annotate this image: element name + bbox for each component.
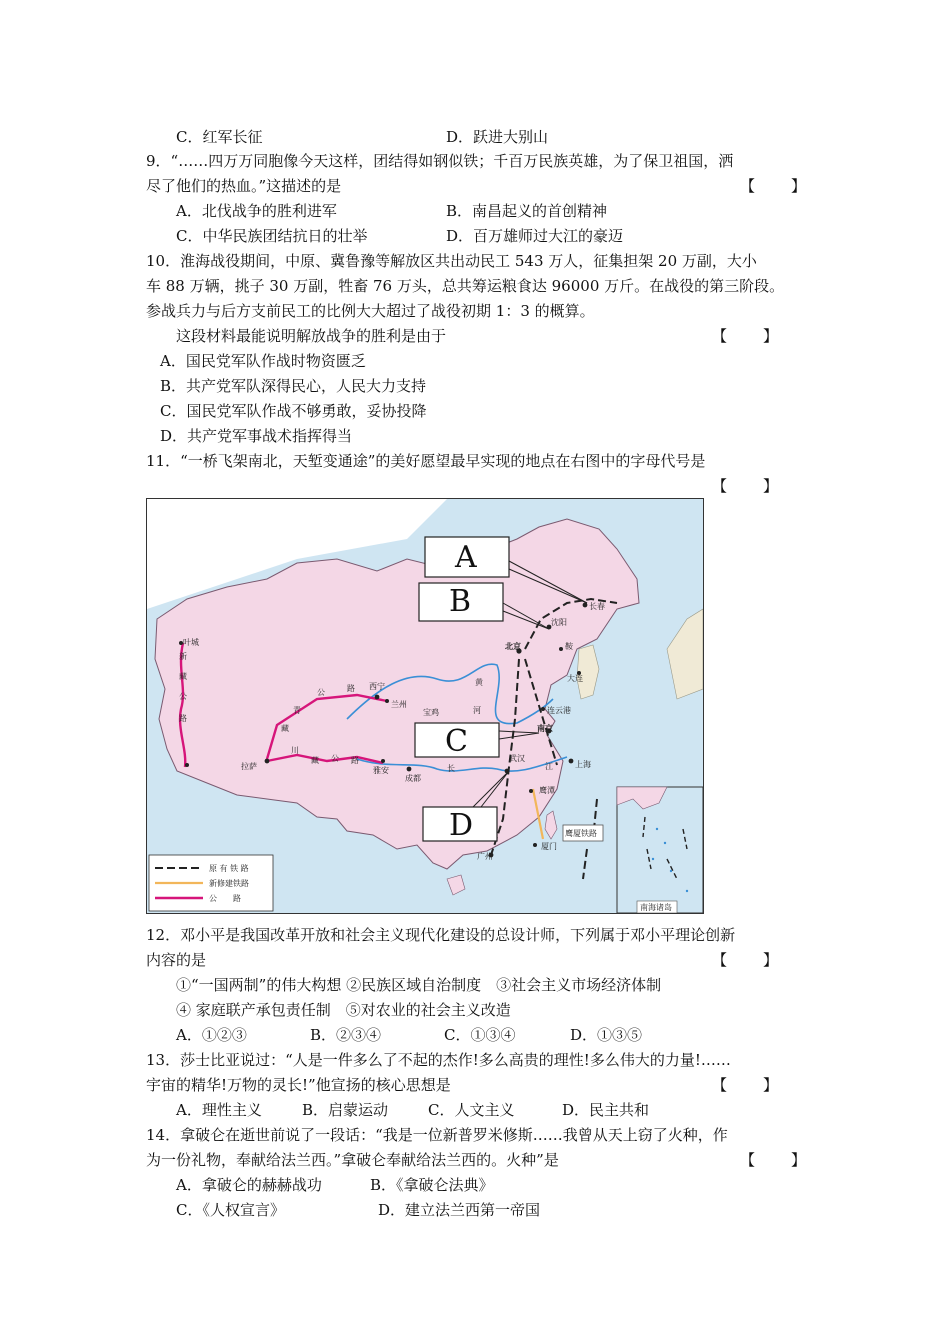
q13-stem-line1: 13．莎士比亚说过：“人是一件多么了不起的杰作!多么高贵的理性!多么伟大的力量!…… <box>146 1051 731 1069</box>
callout-d-label: D <box>449 808 474 843</box>
chuanzang-road-char-3: 公 <box>331 754 339 763</box>
q9-stem-line2: 尽了他们的热血。”这描述的是 <box>146 177 342 195</box>
q8-option-d: D．跃进大别山 <box>446 128 549 146</box>
q9-option-a: A．北伐战争的胜利进军 <box>176 202 337 220</box>
q10-answer-bracket: 【 】 <box>712 327 781 345</box>
q14-stem-line1: 14．拿破仑在逝世前说了一段话：“我是一位新普罗米修斯……我曾从天上窃了火种，作 <box>146 1126 728 1144</box>
city-lasa: 拉萨 <box>241 762 257 771</box>
q13-option-b: B．启蒙运动 <box>302 1101 389 1119</box>
city-shenyang: 沈阳 <box>551 618 567 627</box>
chuanzang-road-char-2: 藏 <box>311 756 319 765</box>
city-guangzhou: 广州 <box>477 852 493 861</box>
qingzang-road-char-3: 公 <box>317 688 325 697</box>
china-transport-map <box>146 498 704 914</box>
city-xining: 西宁 <box>369 682 385 691</box>
yangtze-char-2: 江 <box>545 762 553 771</box>
q12-option-a: A．①②③ <box>176 1026 247 1044</box>
callout-c-label: C <box>445 724 468 759</box>
legend-old-railway: 原 有 铁 路 <box>209 864 249 873</box>
callout-b-label: B <box>449 584 472 619</box>
q10-stem-line2: 车 88 万辆，挑子 30 万副，牲畜 76 万头，总共筹运粮食达 96000 万斤。在战役的第三阶段。 <box>146 277 785 295</box>
q14-answer-bracket: 【 】 <box>740 1151 809 1169</box>
q14-option-a: A．拿破仑的赫赫战功 <box>176 1176 322 1194</box>
q10-option-b: B．共产党军队深得民心，人民大力支持 <box>160 377 427 395</box>
city-dalian: 大连 <box>567 674 583 683</box>
q12-items-line1: ①“一国两制”的伟大构想 ②民族区域自治制度 ③社会主义市场经济体制 <box>176 976 662 994</box>
city-shanghai: 上海 <box>575 760 591 769</box>
q14-option-b: B．《拿破仑法典》 <box>370 1176 494 1194</box>
railway-label: 鹰厦铁路 <box>565 829 597 838</box>
q12-option-c: C．①③④ <box>444 1026 516 1044</box>
q12-answer-bracket: 【 】 <box>712 951 781 969</box>
city-wuhan: 武汉 <box>509 754 525 763</box>
q11-answer-bracket: 【 】 <box>712 477 781 495</box>
q10-stem-line1: 10．淮海战役期间，中原、冀鲁豫等解放区共出动民工 543 万人，征集担架 20 万副，大小 <box>146 252 757 270</box>
q13-stem-line2: 宇宙的精华!万物的灵长!”他宣扬的核心思想是 <box>146 1076 451 1094</box>
city-xiamen: 厦门 <box>541 842 557 851</box>
q9-option-c: C．中华民族团结抗日的壮举 <box>176 227 368 245</box>
chuanzang-road-char-1: 川 <box>291 746 299 755</box>
city-baoji: 宝鸡 <box>423 708 439 717</box>
qingzang-road-char-4: 路 <box>347 684 355 693</box>
q11-stem-line1: 11．“一桥飞架南北，天堑变通途”的美好愿望最早实现的地点在右图中的字母代号是 <box>146 452 706 470</box>
q9-answer-bracket: 【 】 <box>740 177 809 195</box>
q12-stem-line1: 12．邓小平是我国改革开放和社会主义现代化建设的总设计师，下列属于邓小平理论创新 <box>146 926 736 944</box>
legend-road: 公 路 <box>209 894 241 903</box>
q14-stem-line2: 为一份礼物，奉献给法兰西。”拿破仑奉献给法兰西的。火种”是 <box>146 1151 559 1169</box>
map-legend <box>149 855 273 911</box>
city-chengdu: 成都 <box>405 774 421 783</box>
xinzang-road-char-4: 路 <box>179 714 187 723</box>
q13-answer-bracket: 【 】 <box>712 1076 781 1094</box>
qingzang-road-char-1: 青 <box>293 706 301 715</box>
q12-option-b: B．②③④ <box>310 1026 382 1044</box>
xinzang-road-char-3: 公 <box>179 692 187 701</box>
city-yaan: 雅安 <box>373 766 389 775</box>
q13-option-a: A．理性主义 <box>176 1101 262 1119</box>
qingzang-road-char-2: 藏 <box>281 724 289 733</box>
q13-option-c: C．人文主义 <box>428 1101 515 1119</box>
inset-label: 南海诸岛 <box>640 903 672 912</box>
city-nanjing: 南京 <box>537 724 553 733</box>
q9-option-d: D．百万雄师过大江的豪迈 <box>446 227 624 245</box>
yangtze-char-1: 长 <box>447 764 455 773</box>
q10-stem-line3: 参战兵力与后方支前民工的比例大大超过了战役初期 1：3 的概算。 <box>146 302 595 320</box>
xinzang-road-char-1: 新 <box>179 652 187 661</box>
xinzang-road-char-2: 藏 <box>179 672 187 681</box>
q14-option-c: C．《人权宣言》 <box>176 1201 285 1219</box>
city-beijing: 北京 <box>505 642 521 651</box>
q9-stem-line1: 9．“……四万万同胞像今天这样，团结得如钢似铁；千百万民族英雄，为了保卫祖国，洒 <box>146 152 734 170</box>
q12-stem-line2: 内容的是 <box>146 951 207 969</box>
q13-option-d: D．民主共和 <box>562 1101 650 1119</box>
city-yingtan: 鹰潭 <box>539 786 555 795</box>
callout-a-label: A <box>455 540 477 575</box>
q10-option-d: D．共产党军事战术指挥得当 <box>160 427 353 445</box>
q9-option-b: B．南昌起义的首创精神 <box>446 202 608 220</box>
q10-stem-line4: 这段材料最能说明解放战争的胜利是由于 <box>176 327 447 345</box>
city-anshan: 鞍 <box>565 642 573 651</box>
q14-option-d: D．建立法兰西第一帝国 <box>378 1201 541 1219</box>
q10-option-a: A．国民党军队作战时物资匮乏 <box>160 352 366 370</box>
q10-option-c: C．国民党军队作战不够勇敢，妥协投降 <box>160 402 427 420</box>
city-lanzhou: 兰州 <box>391 700 407 709</box>
south-china-sea-inset <box>617 787 703 913</box>
city-changchun: 长春 <box>589 602 605 611</box>
q8-option-c: C．红军长征 <box>176 128 263 146</box>
chuanzang-road-char-4: 路 <box>351 756 359 765</box>
city-lianyungang: 连云港 <box>547 706 571 715</box>
city-yecheng: 叶城 <box>183 638 199 647</box>
q12-option-d: D．①③⑤ <box>570 1026 643 1044</box>
yellow-river-char-1: 黄 <box>475 678 483 687</box>
yellow-river-char-2: 河 <box>473 706 481 715</box>
q12-items-line2: ④ 家庭联产承包责任制 ⑤对农业的社会主义改造 <box>176 1001 511 1019</box>
legend-new-railway: 新修建铁路 <box>209 879 249 888</box>
